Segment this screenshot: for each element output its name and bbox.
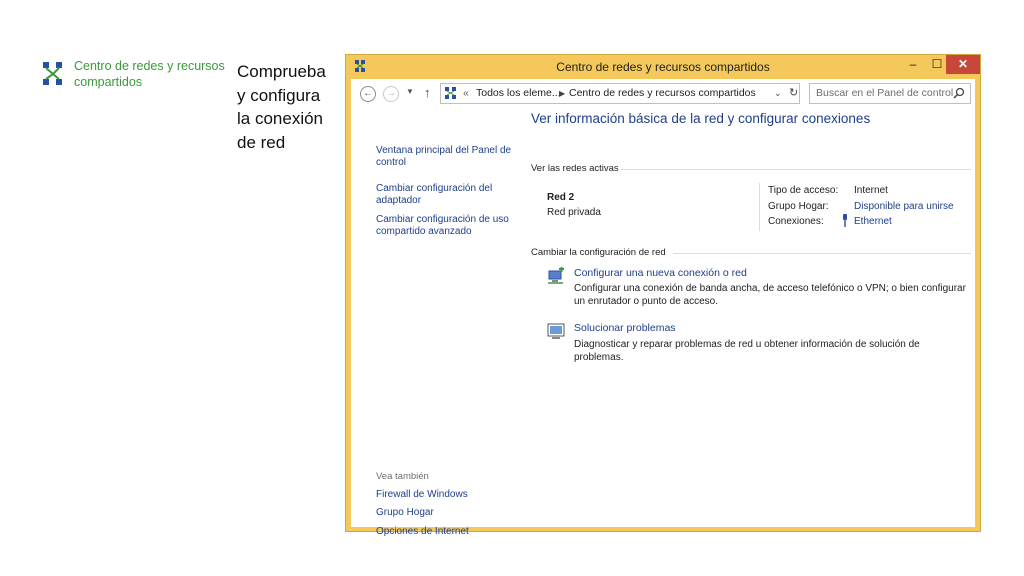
active-networks-heading: Ver las redes activas	[531, 163, 619, 174]
see-also-firewall[interactable]: Firewall de Windows	[376, 489, 468, 500]
network-type: Red privada	[547, 207, 601, 218]
search-icon[interactable]	[953, 87, 965, 99]
sidebar-link-advanced-sharing[interactable]: Cambiar configuración de uso compartido avanzado	[376, 214, 509, 237]
setup-new-connection-link[interactable]: Configurar una nueva conexión o red	[574, 267, 747, 279]
slide-caption: Comprueba y configura la conexión de red	[237, 62, 326, 152]
see-also-internet-options[interactable]: Opciones de Internet	[376, 526, 469, 537]
troubleshoot-icon	[547, 322, 565, 340]
search-placeholder: Buscar en el Panel de control	[816, 87, 954, 99]
see-also-homegroup[interactable]: Grupo Hogar	[376, 507, 434, 518]
minimize-button[interactable]: –	[909, 57, 917, 71]
connections-label: Conexiones:	[768, 216, 824, 227]
network-divider	[759, 183, 760, 231]
sidebar-link-control-panel-home[interactable]: Ventana principal del Panel de control	[376, 145, 512, 168]
network-name: Red 2	[547, 192, 575, 203]
new-connection-icon	[547, 267, 565, 285]
breadcrumb-network-center[interactable]: Centro de redes y recursos compartidos	[569, 87, 756, 99]
address-dropdown-icon[interactable]: ⌄	[774, 88, 782, 98]
close-button[interactable]: ✕	[946, 55, 980, 74]
network-center-window	[345, 54, 981, 537]
setup-new-connection-description: Configurar una conexión de banda ancha, de acceso telefónico o VPN; o bien configurar un enrutador o punto de acceso.	[574, 283, 966, 307]
change-settings-heading: Cambiar la configuración de red	[531, 247, 666, 258]
slide-network-center-link[interactable]: Centro de redes y recursos compartidos	[74, 59, 225, 89]
section-divider	[621, 169, 971, 170]
breadcrumb-separator-icon[interactable]: ▶	[559, 89, 566, 98]
dropdown-icon[interactable]: ▼	[406, 87, 414, 96]
sidebar-link-adapter-settings[interactable]: Cambiar configuración del adaptador	[376, 183, 493, 206]
window-title: Centro de redes y recursos compartidos	[556, 60, 770, 74]
homegroup-label: Grupo Hogar:	[768, 201, 829, 212]
maximize-button[interactable]: ☐	[931, 57, 943, 71]
refresh-icon[interactable]: ↻	[789, 87, 799, 99]
up-arrow-icon[interactable]: ↑	[424, 85, 431, 100]
breadcrumb-all-items[interactable]: Todos los eleme...	[476, 87, 561, 99]
forward-arrow-icon[interactable]: →	[383, 86, 399, 102]
window-content	[351, 79, 975, 537]
control-panel-icon	[445, 87, 456, 99]
ethernet-link[interactable]: Ethernet	[854, 216, 892, 227]
access-type-value: Internet	[854, 185, 888, 196]
page-title: Ver información básica de la red y configurar conexiones	[531, 111, 871, 126]
troubleshoot-link[interactable]: Solucionar problemas	[574, 322, 676, 334]
ethernet-icon	[841, 214, 849, 227]
breadcrumb-overflow[interactable]: «	[463, 87, 469, 99]
address-bar[interactable]	[440, 83, 800, 104]
see-also-heading: Vea también	[376, 471, 429, 482]
homegroup-link[interactable]: Disponible para unirse	[854, 201, 954, 212]
title-bar[interactable]	[346, 55, 980, 79]
access-type-label: Tipo de acceso:	[768, 185, 839, 196]
network-center-icon	[42, 61, 64, 87]
troubleshoot-description: Diagnosticar y reparar problemas de red u obtener información de solución de problemas.	[574, 339, 920, 363]
search-input[interactable]	[809, 83, 971, 104]
section-divider	[673, 253, 971, 254]
back-arrow-icon[interactable]: ←	[360, 86, 376, 102]
